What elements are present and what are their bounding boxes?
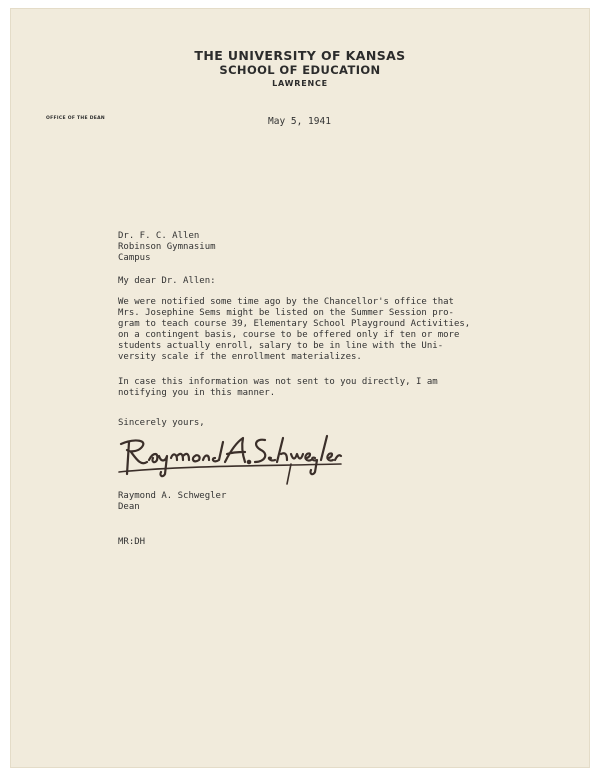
- letterhead-school: SCHOOL OF EDUCATION: [219, 63, 381, 77]
- letter-sheet: [10, 8, 590, 768]
- signer-block: [118, 491, 226, 513]
- body-paragraph-1: We were notified some time ago by the Chancellor's office that Mrs. Josephine Sems might be listed on the Summer Session pro- gram to teach course 39, Elementary School Playground Activities, on a contingent basis, course to be offered only if ten or more students actually enroll, salary to be in line with the Uni- versity scale if the enrollment materializes.: [118, 297, 471, 362]
- handwritten-signature: [115, 422, 345, 488]
- closing: Sincerely yours,: [118, 418, 205, 428]
- signer-name: Raymond A. Schwegler: [118, 491, 227, 501]
- recipient-address: [118, 231, 216, 264]
- letterhead-university: THE UNIVERSITY OF KANSAS: [194, 48, 406, 63]
- recipient-location: Robinson Gymnasium: [118, 242, 216, 252]
- salutation: My dear Dr. Allen:: [118, 276, 216, 286]
- recipient-name: Dr. F. C. Allen: [118, 231, 200, 241]
- letter-date: May 5, 1941: [268, 116, 331, 127]
- typist-initials: MR:DH: [118, 537, 146, 547]
- body-paragraph-2: In case this information was not sent to you directly, I am notifying you in this manner.: [118, 377, 438, 398]
- signer-title: Dean: [118, 502, 140, 512]
- recipient-place: Campus: [118, 253, 151, 263]
- office-of-the-dean: OFFICE OF THE DEAN: [46, 116, 105, 121]
- letterhead-city: LAWRENCE: [272, 79, 328, 88]
